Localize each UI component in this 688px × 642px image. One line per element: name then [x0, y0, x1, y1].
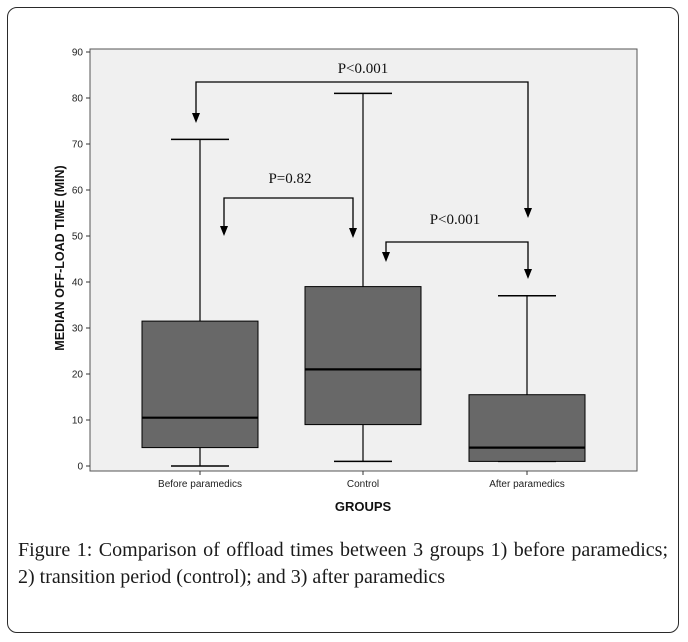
y-tick-label: 60 — [71, 185, 83, 197]
iqr-box — [142, 321, 258, 448]
p-value-label: P<0.001 — [429, 212, 481, 228]
y-tick-label: 70 — [71, 139, 83, 151]
x-axis — [158, 471, 565, 490]
figure-caption — [18, 537, 668, 591]
y-tick-label: 40 — [71, 277, 83, 289]
iqr-box — [305, 287, 421, 425]
caption-text: Comparison of offload times between 3 groups 1) before paramedics; 2) transition period (control); and 3) after paramedics — [18, 539, 668, 588]
y-axis — [72, 48, 90, 473]
caption-lead: Figure 1: — [18, 539, 93, 561]
y-tick-label: 90 — [71, 47, 83, 59]
y-tick-label: 30 — [71, 323, 83, 335]
p-value-label: P=0.82 — [268, 171, 312, 187]
y-tick-label: 50 — [71, 231, 83, 243]
x-tick-label: Control — [346, 479, 380, 490]
y-tick-label: 80 — [71, 93, 83, 105]
iqr-box — [469, 395, 585, 462]
y-tick-label: 20 — [71, 369, 83, 381]
y-axis-label: MEDIAN OFF-LOAD TIME (MIN) — [53, 165, 67, 351]
x-axis-label: GROUPS — [334, 499, 392, 514]
x-tick-label: After paramedics — [489, 479, 565, 490]
p-value-label: P<0.001 — [337, 61, 389, 77]
x-tick-label: Before paramedics — [158, 479, 242, 490]
y-tick-label: 10 — [71, 415, 83, 427]
y-tick-label: 0 — [77, 461, 83, 473]
